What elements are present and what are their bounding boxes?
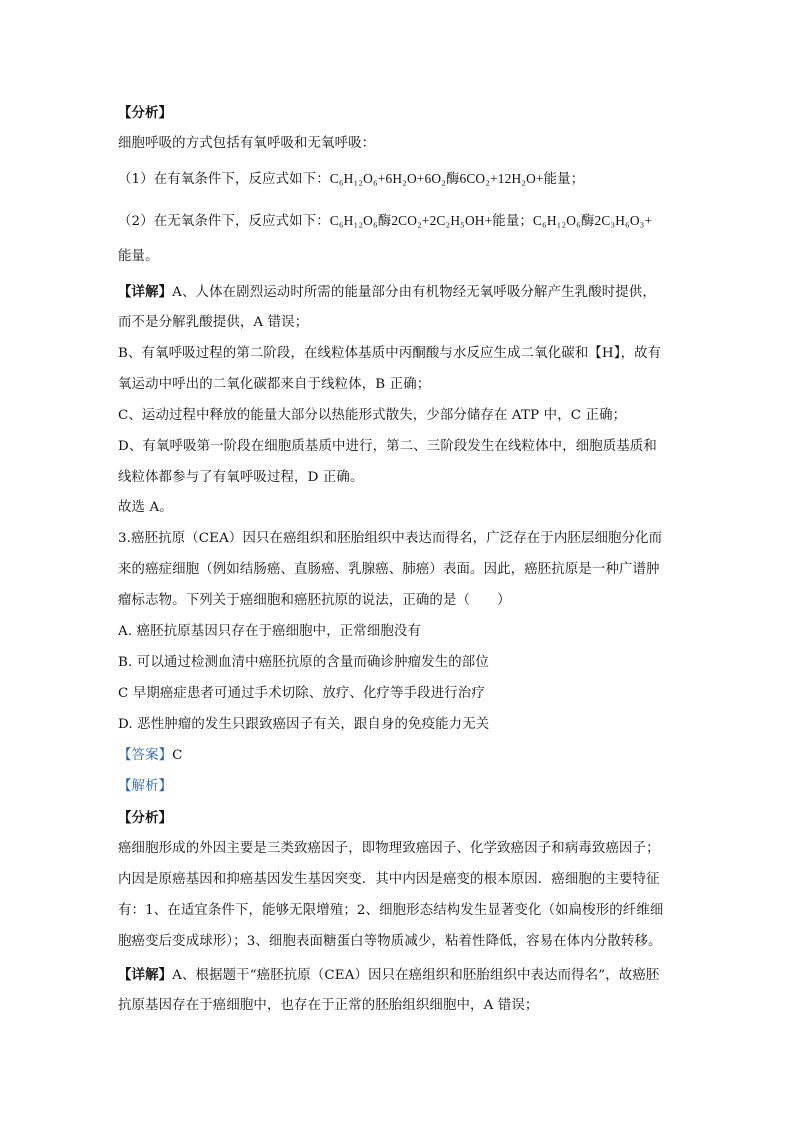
option-b: B. 可以通过检测血清中癌胚抗原的含量而确诊肿瘤发生的部位 <box>118 655 489 670</box>
option-c: C 早期癌症患者可通过手术切除、放疗、化疗等手段进行治疗 <box>118 686 485 701</box>
choice-conclusion: 故选 A。 <box>118 500 173 515</box>
anaerobic-label: （2）在无氧条件下，反应式如下： <box>118 214 330 229</box>
explanation-tag: 【解析】 <box>118 779 173 794</box>
answer-tag: 【答案】 <box>118 748 173 763</box>
detail-2-line2: 抗原基因存在于癌细胞中，也存在于正常的胚胎组织细胞中，A 错误； <box>118 998 539 1013</box>
option-d: D. 恶性肿瘤的发生只跟致癌因子有关，跟自身的免疫能力无关 <box>118 717 490 732</box>
analysis-2-line1: 癌细胞形成的外因主要是三类致癌因子，即物理致癌因子、化学致癌因子和病毒致癌因子； <box>118 841 660 856</box>
option-a: A. 癌胚抗原基因只存在于癌细胞中，正常细胞没有 <box>118 624 421 639</box>
aerobic-formula: C₆H₁₂O₆+6H₂O+6O₂酶6CO₂+12H₂O+能量； <box>329 171 585 186</box>
detail-a-line1 <box>118 283 656 302</box>
section-tag-detail: 【详解】 <box>118 284 173 300</box>
detail-2-line1 <box>118 966 659 985</box>
question-3-line3: 瘤标志物。下列关于癌细胞和癌胚抗原的说法，正确的是（ ） <box>118 593 511 608</box>
aerobic-equation-line <box>118 170 584 189</box>
section-tag-analysis-2: 【分析】 <box>118 810 173 826</box>
section-tag-detail-2: 【详解】 <box>118 967 173 983</box>
aerobic-label: （1）在有氧条件下，反应式如下： <box>118 172 330 187</box>
detail-b-line1: B、有氧呼吸过程的第二阶段，在线粒体基质中丙酮酸与水反应生成二氧化碳和【H】，故有 <box>118 346 662 361</box>
anaerobic-formula: C₆H₁₂O₆酶2CO₂+2C₂H₅OH+能量；C₆H₁₂O₆酶2C₃H₆O₃+ <box>329 213 653 228</box>
answer-line <box>118 747 183 765</box>
detail-a-line2: 而不是分解乳酸提供，A 错误； <box>118 315 309 330</box>
analysis-2-line3: 有：1、在适宜条件下，能够无限增殖；2、细胞形态结构发生显著变化（如扁梭形的纤维细 <box>118 903 664 918</box>
anaerobic-continuation: 能量。 <box>118 249 159 264</box>
analysis-2-line2: 内因是原癌基因和抑癌基因发生基因突变．其中内因是癌变的根本原因．癌细胞的主要特征 <box>118 872 660 887</box>
detail-d-line1: D、有氧呼吸第一阶段在细胞质基质中进行，第二、三阶段发生在线粒体中，细胞质基质和 <box>118 439 657 454</box>
detail-2-text: A、根据题干“癌胚抗原（CEA）因只在癌组织和胚胎组织中表达而得名”，故癌胚 <box>172 968 660 983</box>
detail-d-line2: 线粒体都参与了有氧呼吸过程，D 正确。 <box>118 470 364 485</box>
detail-c-line: C、运动过程中释放的能量大部分以热能形式散失，少部分储存在 ATP 中，C 正确； <box>118 408 627 423</box>
detail-b-line2: 氧运动中呼出的二氧化碳都来自于线粒体，B 正确； <box>118 377 431 392</box>
anaerobic-equation-line <box>118 212 652 231</box>
detail-a-text: A、人体在剧烈运动时所需的能量部分由有机物经无氧呼吸分解产生乳酸时提供， <box>172 285 656 300</box>
question-3-line1: 3.癌胚抗原（CEA）因只在癌组织和胚胎组织中表达而得名，广泛存在于内胚层细胞分化而 <box>118 531 663 546</box>
answer-value: C <box>172 748 183 763</box>
analysis-2-line4: 胞癌变后变成球形）；3、细胞表面糖蛋白等物质减少，粘着性降低，容易在体内分散转移。 <box>118 934 662 949</box>
question-3-line2: 来的癌症细胞（例如结肠癌、直肠癌、乳腺癌、肺癌）表面。因此，癌胚抗原是一种广谱肿 <box>118 562 660 577</box>
intro-line: 细胞呼吸的方式包括有氧呼吸和无氧呼吸： <box>118 136 376 151</box>
section-tag-analysis: 【分析】 <box>118 105 173 121</box>
